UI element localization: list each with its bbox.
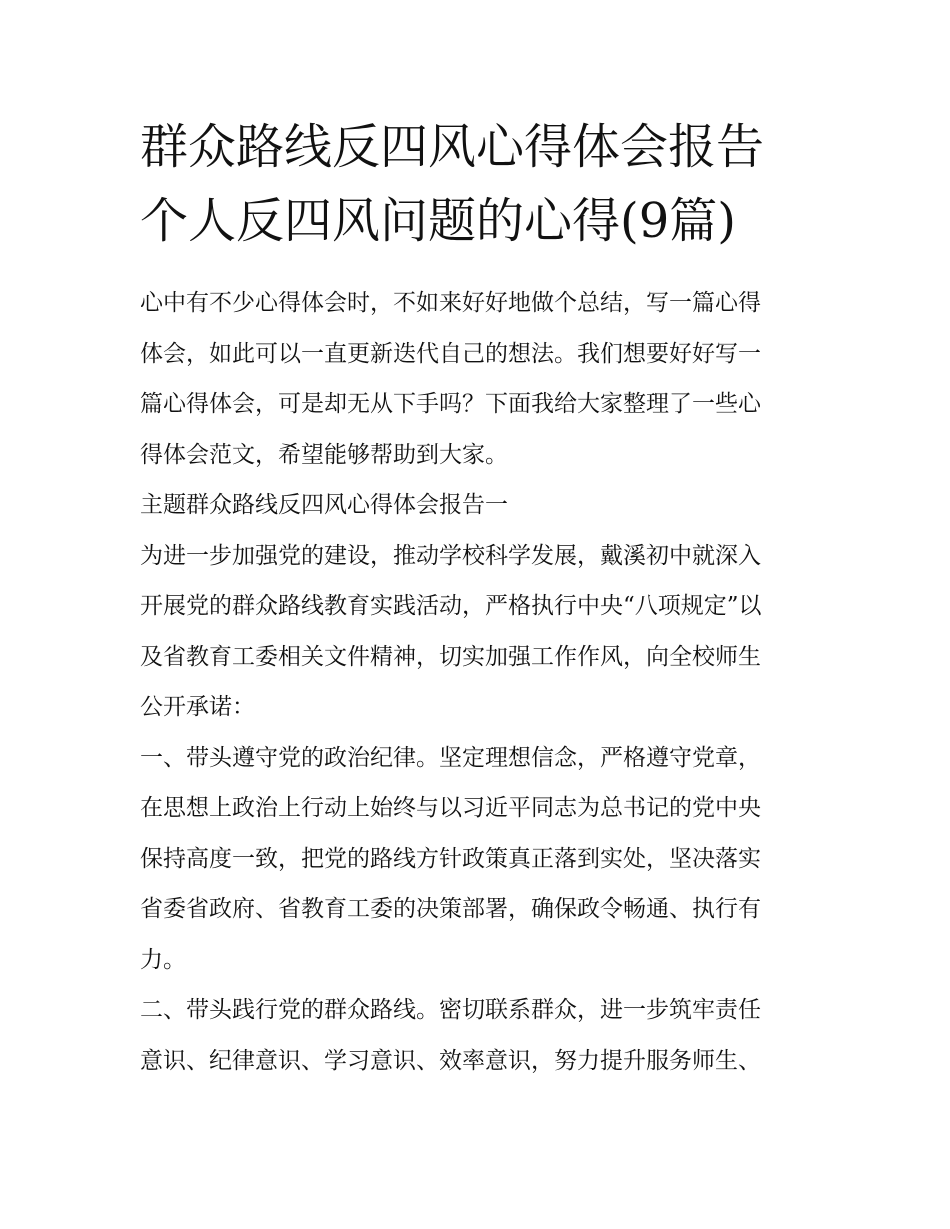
document-page xyxy=(140,116,820,1086)
text-line: 及省教育工委相关文件精神，切实加强工作作风，向全校师生 xyxy=(140,643,761,670)
text-line: 体会，如此可以一直更新迭代自己的想法。我们想要好好写一 xyxy=(140,340,761,367)
text-line: 得体会范文，希望能够帮助到大家。 xyxy=(140,441,508,468)
text-line: 主题群众路线反四风心得体会报告一 xyxy=(140,492,508,518)
document-body xyxy=(140,278,820,1086)
text-line: 公开承诺： xyxy=(140,694,255,720)
document-title-line-1: 群众路线反四风心得体会报告 xyxy=(140,119,765,175)
section-heading xyxy=(140,480,820,531)
text-line: 省委省政府、省教育工委的决策部署，确保政令畅通、执行有 xyxy=(140,896,761,922)
text-line: 开展党的群众路线教育实践活动，严格执行中央“八项规定”以 xyxy=(140,593,762,619)
text-line: 在思想上政治上行动上始终与以习近平同志为总书记的党中央 xyxy=(140,795,761,821)
text-line: 保持高度一致，把党的路线方针政策真正落到实处，坚决落实 xyxy=(140,845,761,872)
text-line: 力。 xyxy=(140,946,186,973)
text-line: 篇心得体会，可是却无从下手吗？下面我给大家整理了一些心 xyxy=(140,391,761,417)
text-line: 一、带头遵守党的政治纪律。坚定理想信念，严格遵守党章， xyxy=(140,744,761,771)
commitment-intro-paragraph xyxy=(140,531,820,733)
text-line: 为进一步加强党的建设，推动学校科学发展，戴溪初中就深入 xyxy=(140,542,761,569)
document-title-line-2: 个人反四风问题的心得(9篇) xyxy=(140,193,736,249)
text-line: 心中有不少心得体会时，不如来好好地做个总结，写一篇心得 xyxy=(140,290,761,316)
intro-paragraph xyxy=(140,278,820,480)
commitment-item-2 xyxy=(140,985,820,1086)
text-line: 二、带头践行党的群众路线。密切联系群众，进一步筑牢责任 xyxy=(140,997,761,1023)
text-line: 意识、纪律意识、学习意识、效率意识，努力提升服务师生、 xyxy=(140,1047,761,1074)
commitment-item-1 xyxy=(140,733,820,986)
